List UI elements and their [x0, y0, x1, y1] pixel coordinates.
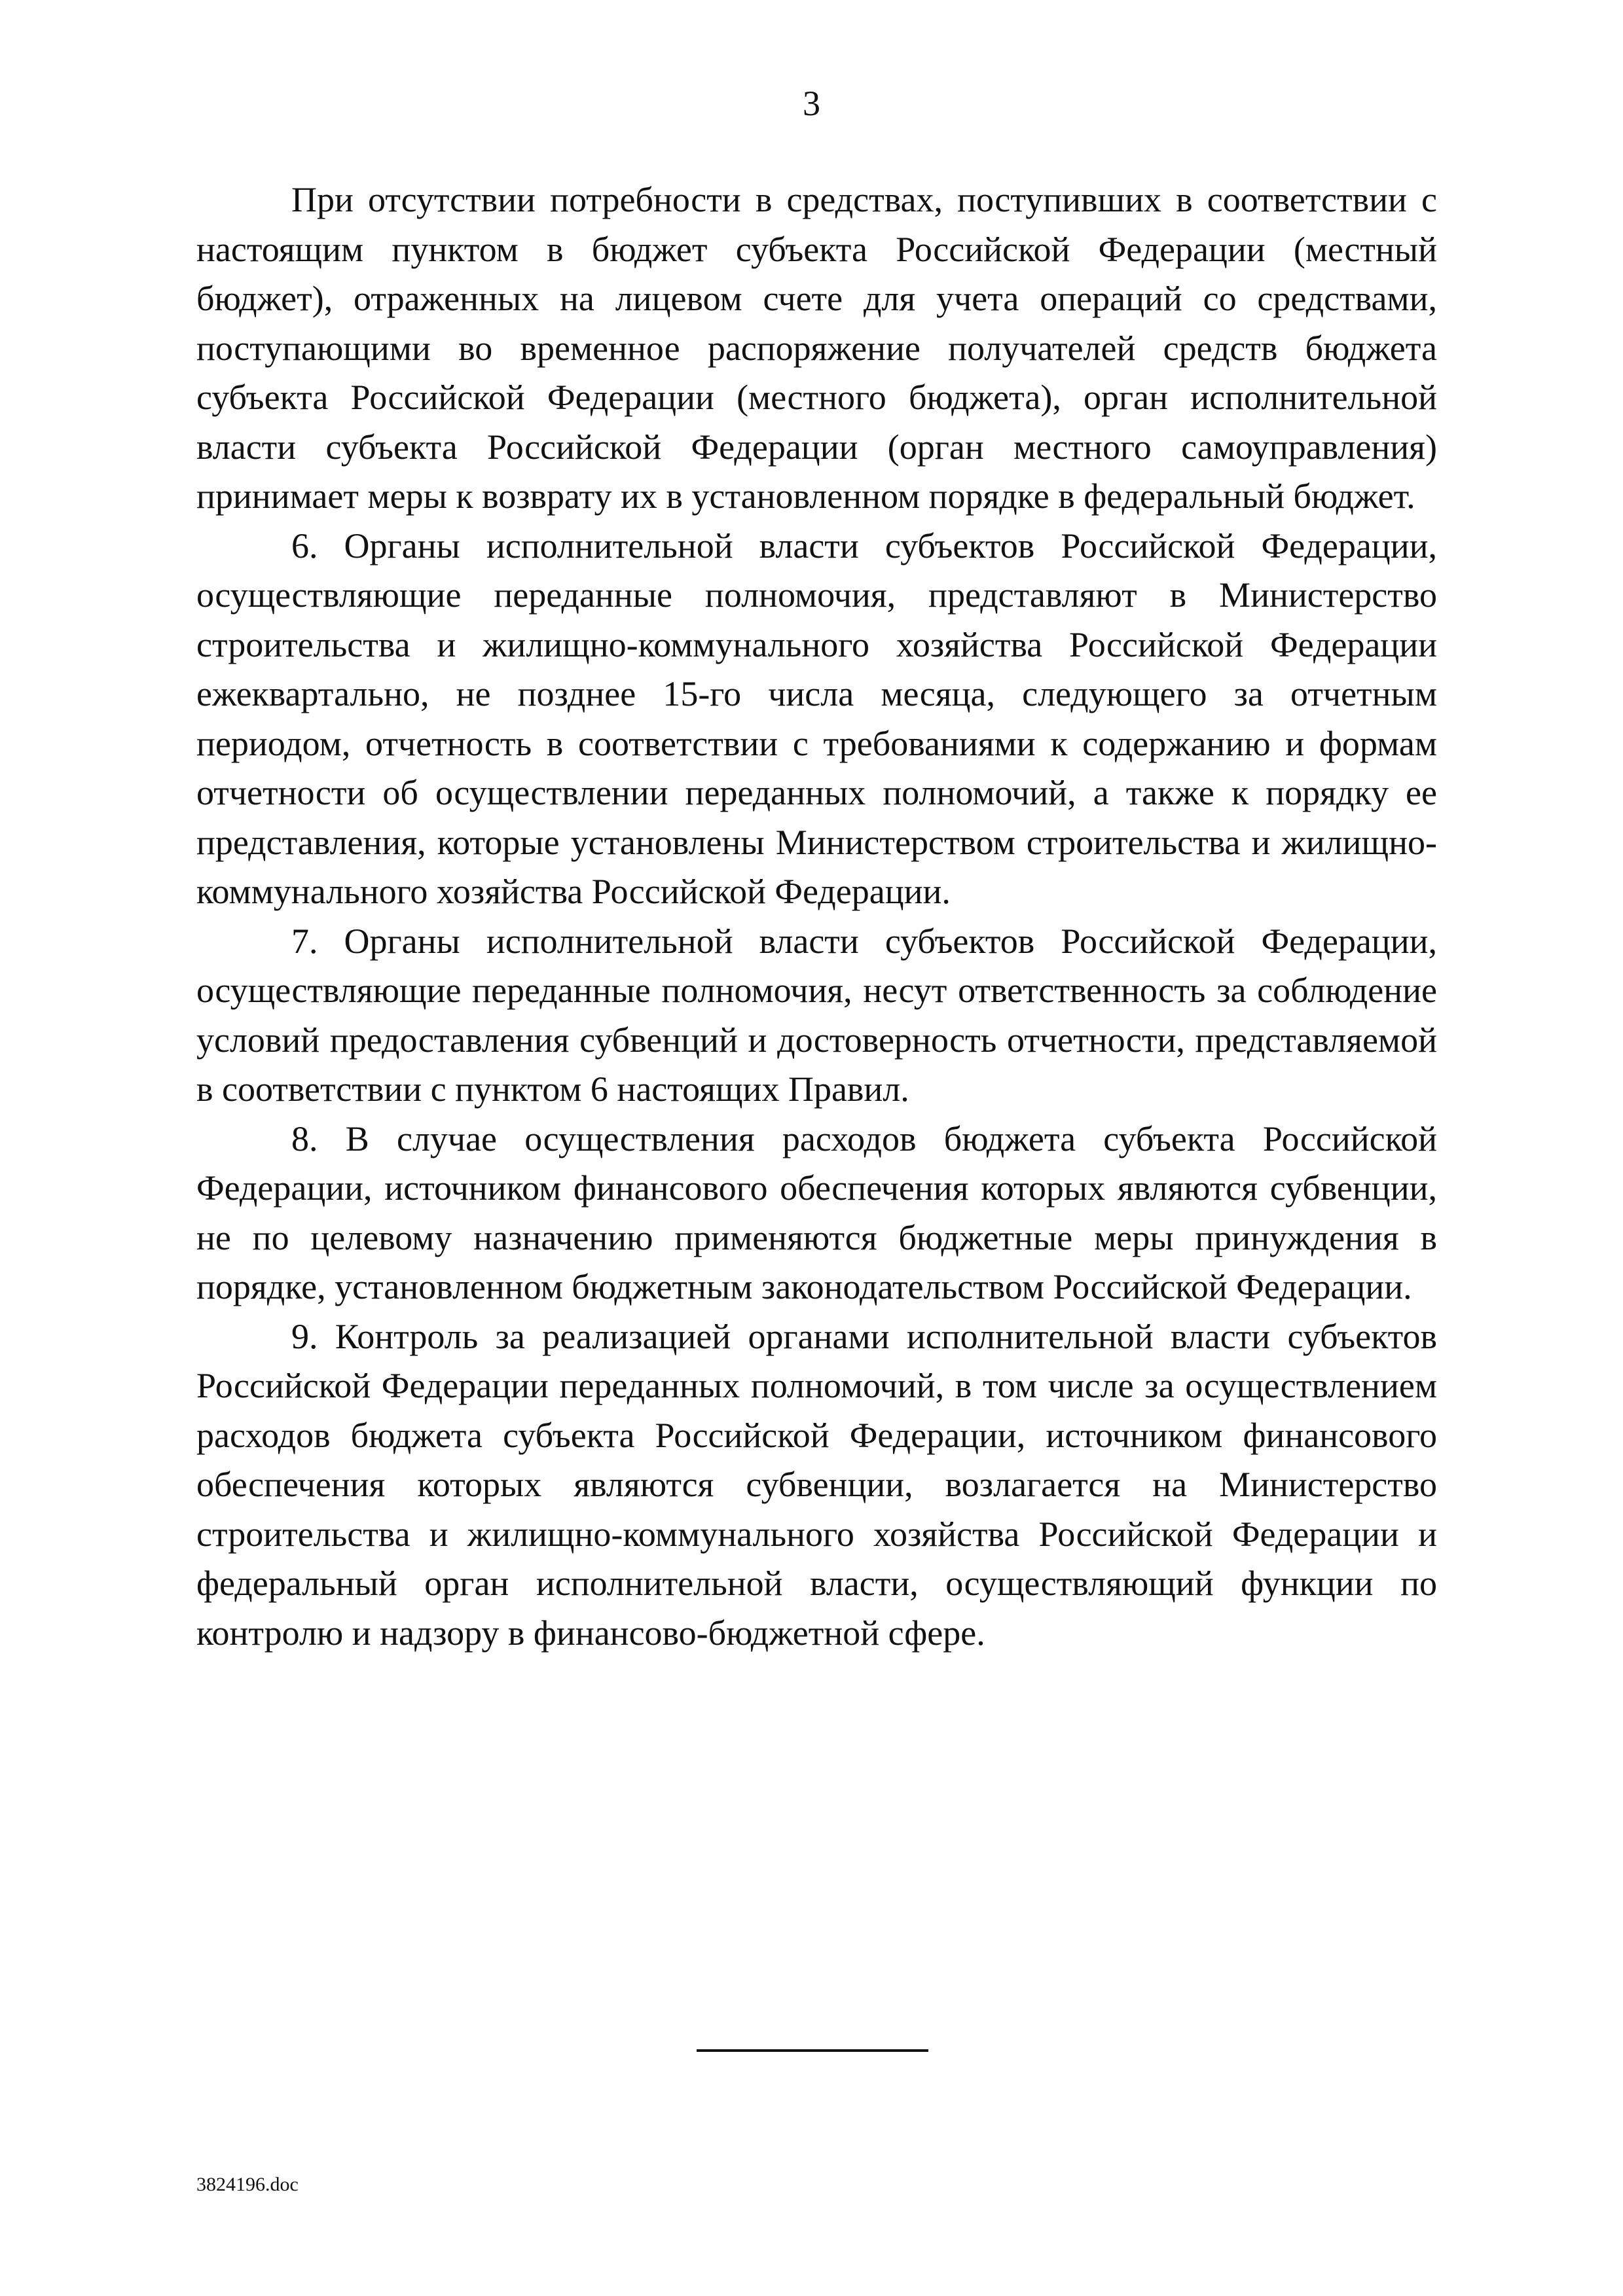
paragraph-9: 9. Контроль за реализацией органами исполнительной власти субъектов Российской Федерации переданных полномочий, в том числе за осуществлением расходов бюджета субъекта Российской Федерации, источником финансового обеспечения которых являются субвенции, возлагается на Министерство строительства и жилищно-коммунального хозяйства Российской Федерации и федеральный орган исполнительной власти, осуществляющий функции по контролю и надзору в финансово-бюджетной сфере. [196, 1316, 1437, 1653]
paragraph-6: 6. Органы исполнительной власти субъектов Российской Федерации, осуществляющие переданные полномочия, представляют в Министерство строительства и жилищно-коммунального хозяйства Российской Федерации ежеквартально, не позднее 15-го числа месяца, следующего за отчетным периодом, отчетность в соответствии с требованиями к содержанию и формам отчетности об осуществлении переданных полномочий, а также к порядку ее представления, которые установлены Министерством строительства и жилищно-коммунального хозяйства Российской Федерации. [196, 526, 1437, 911]
end-of-text-divider [697, 2049, 928, 2052]
paragraph-5-continuation: При отсутствии потребности в средствах, поступивших в соответствии с настоящим пунктом в бюджет субъекта Российской Федерации (местный бюджет), отраженных на лицевом счете для учета операций со средствами, поступающими во временное распоряжение получателей средств бюджета субъекта Российской Федерации (местного бюджета), орган исполнительной власти субъекта Российской Федерации (орган местного самоуправления) принимает меры к возврату их в установленном порядке в федеральный бюджет. [196, 180, 1437, 516]
footer-file-name: 3824196.doc [196, 2174, 299, 2195]
paragraph-8: 8. В случае осуществления расходов бюджета субъекта Российской Федерации, источником финансового обеспечения которых являются субвенции, не по целевому назначению применяются бюджетные меры принуждения в порядке, установленном бюджетным законодательством Российской Федерации. [196, 1119, 1437, 1306]
page-number: 3 [803, 84, 820, 123]
document-body [196, 175, 1437, 1658]
paragraph-7: 7. Органы исполнительной власти субъектов Российской Федерации, осуществляющие переданные полномочия, несут ответственность за соблюдение условий предоставления субвенций и достоверность отчетности, представляемой в соответствии с пунктом 6 настоящих Правил. [196, 921, 1437, 1109]
